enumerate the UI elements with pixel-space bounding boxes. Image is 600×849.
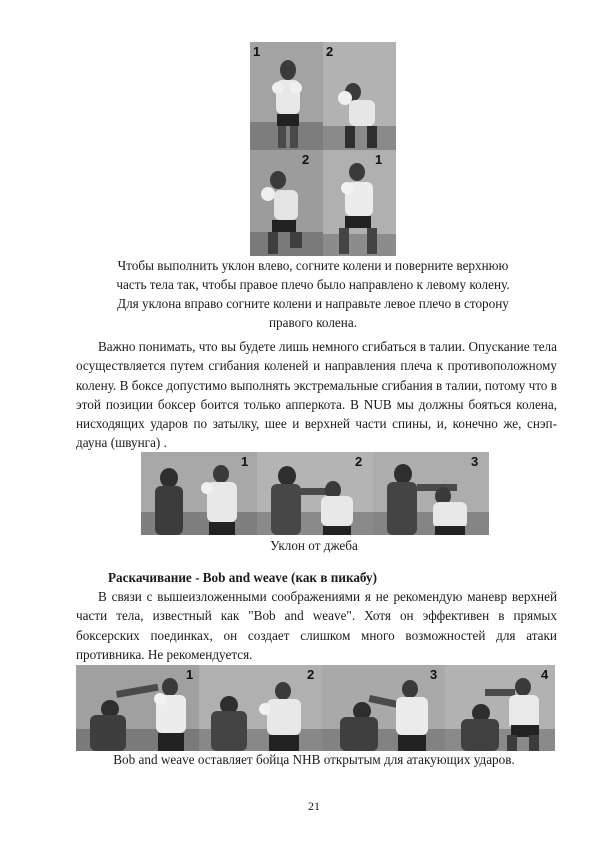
fighters-illustration [322,665,445,751]
figure-2-caption: Уклон от джеба [270,538,358,553]
body-paragraph: Важно понимать, что вы будете лишь немного сгибаться в талии. Опускание тела осуществляется путем сгибания коленей и направления плеча к противоположному колену. В боксе допустимо выполнять экстремальные сгибания в талии, потому что в этой позиции боксер боится только апперкота. В NUB мы должны бояться колена, нисходящих ударов по затылку, шее и верхней части спины, и, конечно же, снэп-дауна (швунга) . [76,339,557,451]
fighter-illustration [250,150,323,256]
panel-number: 2 [302,152,310,167]
panel-number: 4 [541,667,549,682]
page-number: 21 [308,799,320,813]
fighters-illustration [445,665,555,751]
figure-2-photo-3 [373,452,489,535]
figure-3-photo-2 [199,665,322,751]
figure-3-photo-1 [76,665,199,751]
figure-2-photo-1 [141,452,257,535]
figure-3-caption: Bob and weave оставляет бойца NHB открытым для атакующих ударов. [113,752,515,767]
figure-3-photo-3 [322,665,445,751]
fighter-illustration [250,42,323,150]
fighter-illustration [323,150,396,256]
figure-1-photo-4 [323,150,396,256]
body-paragraph: В связи с вышеизложенными соображениями я не рекомендую маневр верхней части тела, известный как "Bob and weave". Хотя он эффективен в прямых боксерских поединках, он создает слишком много возможностей для атаки противника. Не рекомендуется. [76,589,557,662]
panel-number: 2 [307,667,315,682]
figure-1-photo-1 [250,42,323,150]
panel-number: 3 [430,667,438,682]
panel-number: 1 [241,454,249,469]
fighter-illustration [323,42,396,150]
section-heading: Раскачивание - Bob and weave (как в пикабу) [108,570,378,585]
panel-number: 3 [471,454,479,469]
caption-line: Для уклона вправо согните колени и направьте левое плечо в сторону [117,296,509,311]
caption-line: Чтобы выполнить уклон влево, согните колени и поверните верхнюю [117,258,509,273]
panel-number: 2 [326,44,334,59]
panel-number: 1 [186,667,194,682]
panel-number: 1 [375,152,383,167]
figure-1-photo-3 [250,150,323,256]
caption-line: часть тела так, чтобы правое плечо было направлено к левому колену. [116,277,510,292]
figure-2-photo-2 [257,452,373,535]
panel-number: 2 [355,454,363,469]
figure-1-photo-2 [323,42,396,150]
fighters-illustration [199,665,322,751]
caption-line: правого колена. [268,315,357,330]
fighters-illustration [76,665,199,751]
fighters-illustration [141,452,257,535]
figure-3-photo-4 [445,665,555,751]
panel-number: 1 [253,44,261,59]
